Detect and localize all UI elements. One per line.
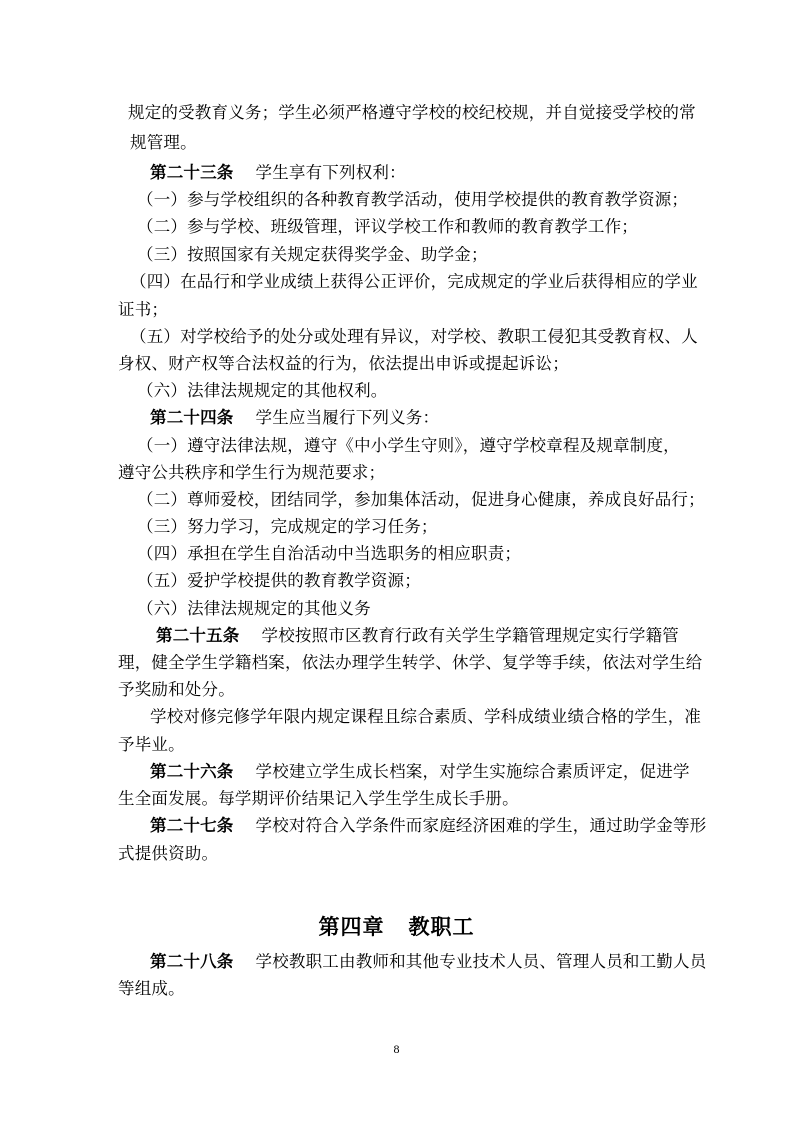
article-title: 第二十六条 bbox=[150, 762, 234, 781]
list-item: （二）参与学校、班级管理，评议学校工作和教师的教育教学工作； bbox=[137, 217, 638, 236]
list-item: （一）参与学校组织的各种教育教学活动，使用学校提供的教育教学资源； bbox=[137, 190, 689, 209]
article-27 bbox=[150, 816, 706, 836]
list-item-continued: 遵守公共秩序和学生行为规范要求； bbox=[118, 463, 386, 482]
article-28 bbox=[150, 952, 706, 972]
body-line: 予奖励和处分。 bbox=[118, 680, 235, 699]
list-item: （四）承担在学生自治活动中当选职务的相应职责； bbox=[137, 544, 522, 563]
article-title: 第二十八条 bbox=[150, 952, 234, 971]
list-item: （二）尊师爱校，团结同学，参加集体活动，促进身心健康，养成良好品行； bbox=[137, 490, 705, 509]
article-24 bbox=[150, 408, 439, 428]
list-item: （三）按照国家有关规定获得奖学金、助学金； bbox=[137, 245, 488, 264]
article-25 bbox=[156, 626, 679, 646]
article-text: 学校对符合入学条件而家庭经济困难的学生，通过助学金等形 bbox=[255, 816, 707, 835]
chapter-number: 第四章 bbox=[318, 914, 385, 939]
article-text: 学生享有下列权利： bbox=[255, 163, 406, 182]
list-item: （四）在品行和学业成绩上获得公正评价，完成规定的学业后获得相应的学业 bbox=[130, 272, 698, 291]
page-number: 8 bbox=[393, 1042, 400, 1056]
body-line: 式提供资助。 bbox=[118, 844, 219, 863]
article-title: 第二十七条 bbox=[150, 816, 234, 835]
list-item: （六）法律法规规定的其他义务 bbox=[137, 599, 371, 618]
article-title: 第二十四条 bbox=[150, 408, 234, 427]
list-item: （三）努力学习，完成规定的学习任务； bbox=[137, 517, 438, 536]
chapter-name: 教职工 bbox=[408, 914, 475, 939]
article-text: 学校按照市区教育行政有关学生学籍管理规定实行学籍管 bbox=[261, 626, 679, 645]
list-item: （六）法律法规规定的其他权利。 bbox=[137, 381, 388, 400]
list-item-continued: 证书； bbox=[118, 300, 169, 319]
chapter-heading bbox=[0, 914, 793, 940]
article-26 bbox=[150, 762, 690, 782]
list-item: （五）对学校给予的处分或处理有异议，对学校、教职工侵犯其受教育权、人 bbox=[130, 327, 698, 346]
body-line: 予毕业。 bbox=[118, 735, 185, 754]
body-line: 等组成。 bbox=[118, 979, 185, 998]
body-line: 规定的受教育义务；学生必须严格遵守学校的校纪校规，并自觉接受学校的常 bbox=[128, 103, 696, 122]
body-line: 理，健全学生学籍档案，依法办理学生转学、休学、复学等手续，依法对学生给 bbox=[118, 653, 703, 672]
list-item: （五）爱护学校提供的教育教学资源； bbox=[137, 571, 421, 590]
body-line: 规管理。 bbox=[130, 133, 197, 152]
list-item-continued: 身权、财产权等合法权益的行为，依法提出申诉或提起诉讼； bbox=[118, 354, 569, 373]
article-title: 第二十五条 bbox=[156, 626, 240, 645]
article-text: 学校教职工由教师和其他专业技术人员、管理人员和工勤人员 bbox=[255, 952, 707, 971]
body-line: 生全面发展。每学期评价结果记入学生学生成长手册。 bbox=[118, 789, 519, 808]
article-text: 学校建立学生成长档案，对学生实施综合素质评定，促进学 bbox=[255, 762, 690, 781]
list-item: （一）遵守法律法规，遵守《中小学生守则》，遵守学校章程及规章制度， bbox=[137, 436, 680, 455]
article-23 bbox=[150, 163, 406, 183]
body-line: 学校对修完修学年限内规定课程且综合素质、学科成绩业绩合格的学生，准 bbox=[150, 707, 702, 726]
article-text: 学生应当履行下列义务： bbox=[255, 408, 440, 427]
article-title: 第二十三条 bbox=[150, 163, 234, 182]
